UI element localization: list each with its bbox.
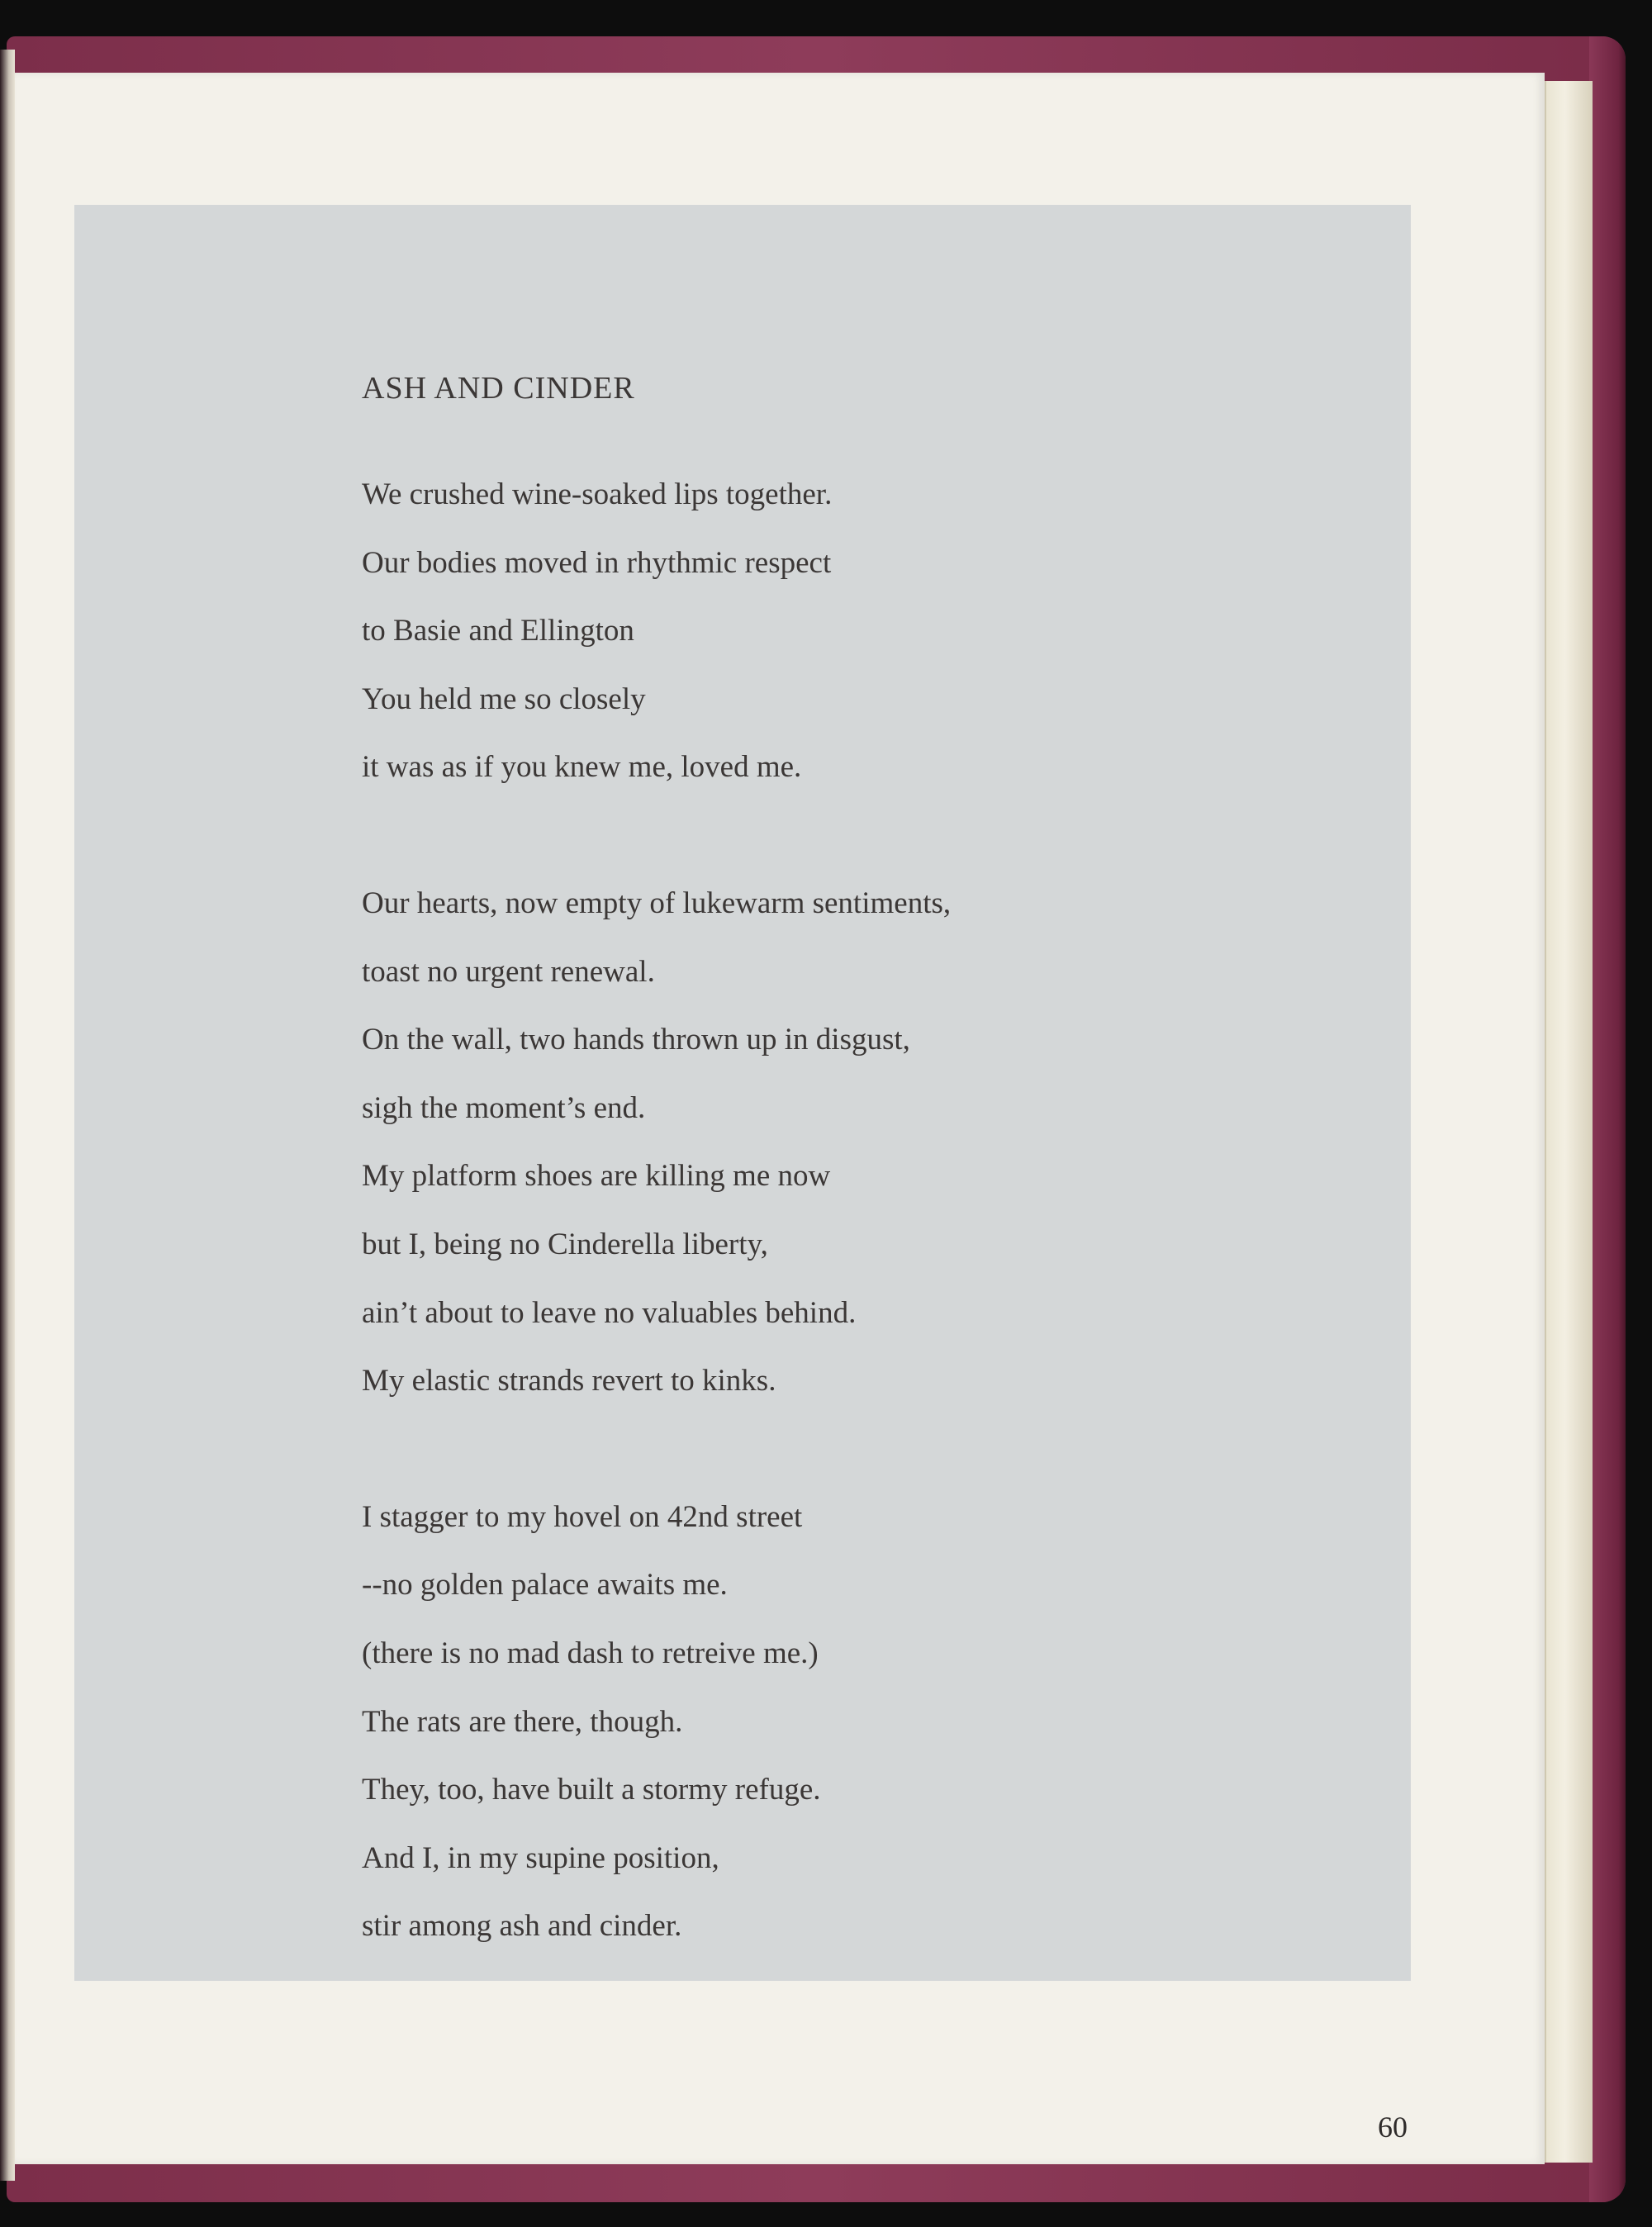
poem-line: but I, being no Cinderella liberty, bbox=[362, 1227, 768, 1261]
poem-line: to Basie and Ellington bbox=[362, 614, 634, 648]
page-number: 60 bbox=[1378, 2111, 1408, 2144]
cover-spine-edge bbox=[1589, 36, 1626, 2202]
book-page bbox=[15, 73, 1545, 2164]
poem bbox=[362, 370, 1353, 2029]
poem-line: sigh the moment’s end. bbox=[362, 1090, 646, 1125]
poem-line: You held me so closely bbox=[362, 681, 646, 716]
poem-line: My elastic strands revert to kinks. bbox=[362, 1364, 776, 1398]
poem-line: it was as if you knew me, loved me. bbox=[362, 750, 802, 785]
stanza-2 bbox=[362, 870, 1353, 1416]
poem-line: ain’t about to leave no valuables behind. bbox=[362, 1295, 857, 1330]
poem-line: I stagger to my hovel on 42nd street bbox=[362, 1499, 803, 1534]
poem-line: The rats are there, though. bbox=[362, 1704, 683, 1739]
poem-line: We crushed wine-soaked lips together. bbox=[362, 477, 833, 511]
facing-page-edge bbox=[0, 50, 15, 2181]
poem-line: And I, in my supine position, bbox=[362, 1840, 719, 1875]
poem-line: toast no urgent renewal. bbox=[362, 954, 655, 989]
poem-line: They, too, have built a stormy refuge. bbox=[362, 1773, 821, 1807]
poem-line: Our hearts, now empty of lukewarm sentiments, bbox=[362, 886, 952, 920]
page-stack-edge bbox=[1545, 81, 1593, 2163]
poem-line: (there is no mad dash to retreive me.) bbox=[362, 1636, 819, 1670]
poem-title: ASH AND CINDER bbox=[362, 371, 635, 406]
poem-line: My platform shoes are killing me now bbox=[362, 1159, 831, 1194]
stanza-3 bbox=[362, 1484, 1353, 1961]
poem-line: stir among ash and cinder. bbox=[362, 1909, 682, 1944]
poem-line: Our bodies moved in rhythmic respect bbox=[362, 545, 832, 580]
poem-line: On the wall, two hands thrown up in disgust, bbox=[362, 1023, 910, 1057]
stanza-1 bbox=[362, 461, 1353, 802]
poem-line: --no golden palace awaits me. bbox=[362, 1568, 728, 1603]
